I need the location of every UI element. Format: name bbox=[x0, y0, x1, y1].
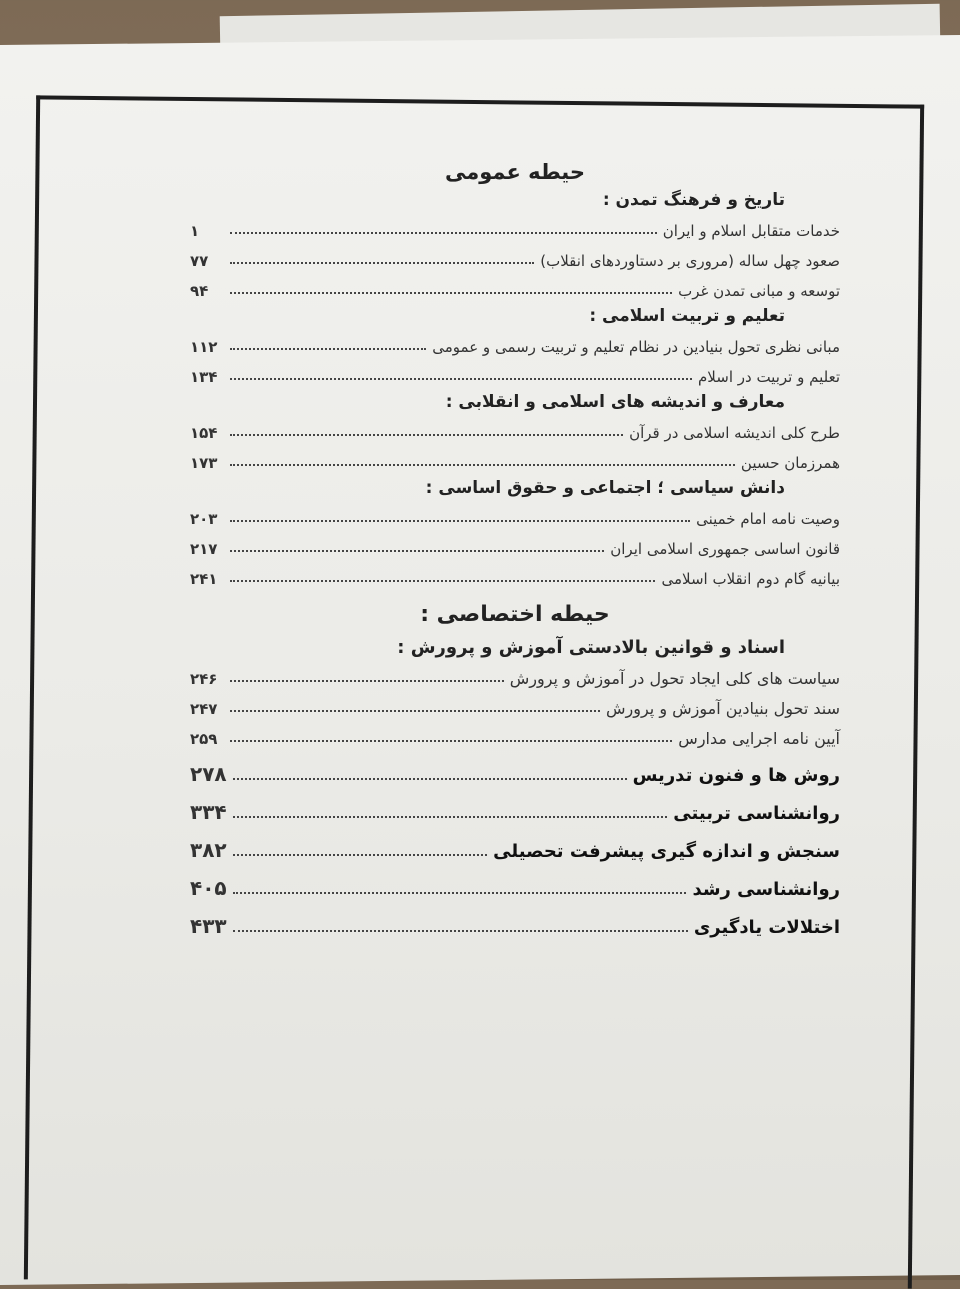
toc-entry-label: روانشناسی رشد bbox=[692, 879, 840, 900]
toc-entry-page: ۱۵۴ bbox=[190, 424, 218, 442]
leader-dots bbox=[230, 579, 655, 582]
toc-entry-label: قانون اساسی جمهوری اسلامی ایران bbox=[610, 540, 840, 558]
toc-entry-page: ۲۵۹ bbox=[190, 730, 218, 748]
toc-entry-page: ۱۳۴ bbox=[190, 368, 218, 386]
toc-entry-label: تعلیم و تربیت در اسلام bbox=[698, 368, 840, 386]
toc-entry[interactable] bbox=[190, 240, 840, 270]
toc-entry-page: ۷۷ bbox=[190, 252, 209, 270]
toc-entry-page: ۳۸۲ bbox=[190, 838, 227, 862]
toc-entry[interactable] bbox=[190, 412, 840, 442]
toc-entry-label: روش ها و فنون تدریس bbox=[632, 765, 840, 786]
leader-dots bbox=[230, 261, 534, 264]
toc-entry-label: توسعه و مبانی تمدن غرب bbox=[678, 282, 840, 300]
toc-entry[interactable] bbox=[190, 558, 840, 588]
toc-entry[interactable] bbox=[190, 356, 840, 386]
toc-entry[interactable] bbox=[190, 862, 840, 900]
toc-entry[interactable] bbox=[190, 688, 840, 718]
toc-entry-page: ۲۴۱ bbox=[190, 570, 218, 588]
toc-entry-page: ۱۷۳ bbox=[190, 454, 218, 472]
toc-entry-label: طرح کلی اندیشه اسلامی در قرآن bbox=[629, 424, 840, 442]
toc-entry[interactable] bbox=[190, 528, 840, 558]
toc-entry-page: ۳۳۴ bbox=[190, 800, 227, 824]
toc-entry-label: سند تحول بنیادین آموزش و پرورش bbox=[605, 699, 840, 718]
section-heading: تعلیم و تربیت اسلامی : bbox=[589, 306, 785, 326]
leader-dots bbox=[230, 291, 672, 294]
table-of-contents bbox=[190, 160, 840, 938]
toc-entry-label: آیین نامه اجرایی مدارس bbox=[678, 729, 840, 748]
toc-entry-label: روانشناسی تربیتی bbox=[673, 803, 840, 824]
toc-entry[interactable] bbox=[190, 900, 840, 938]
leader-dots bbox=[230, 433, 623, 436]
toc-entry[interactable] bbox=[190, 718, 840, 748]
toc-entry-page: ۲۴۶ bbox=[190, 670, 218, 688]
toc-entry-label: سیاست های کلی ایجاد تحول در آموزش و پرورش bbox=[509, 669, 840, 688]
toc-entry-page: ۲۴۷ bbox=[190, 700, 218, 718]
toc-entry-label: اختلالات یادگیری bbox=[693, 917, 840, 938]
toc-entry-label: وصیت نامه امام خمینی bbox=[696, 510, 840, 528]
toc-entry-label: مبانی نظری تحول بنیادین در نظام تعلیم و تربیت رسمی و عمومی bbox=[432, 338, 840, 356]
leader-dots bbox=[233, 853, 488, 856]
leader-dots bbox=[230, 463, 735, 466]
leader-dots bbox=[233, 929, 688, 932]
section-heading: اسناد و قوانین بالادستی آموزش و پرورش : bbox=[397, 637, 785, 658]
leader-dots bbox=[233, 777, 627, 780]
toc-entry-label: خدمات متقابل اسلام و ایران bbox=[662, 222, 840, 240]
toc-entry-page: ۲۰۳ bbox=[190, 510, 218, 528]
leader-dots bbox=[230, 519, 690, 522]
toc-entry-label: همرزمان حسین bbox=[740, 454, 840, 472]
general-section-title: حیطه عمومی bbox=[444, 160, 586, 184]
toc-entry-page: ۴۰۵ bbox=[190, 876, 227, 900]
toc-entry-page: ۲۱۷ bbox=[190, 540, 218, 558]
leader-dots bbox=[230, 739, 672, 742]
leader-dots bbox=[233, 815, 668, 818]
leader-dots bbox=[230, 377, 692, 380]
toc-entry-page: ۱ bbox=[190, 222, 200, 240]
toc-entry[interactable] bbox=[190, 498, 840, 528]
toc-entry[interactable] bbox=[190, 786, 840, 824]
specialized-section-title: حیطه اختصاصی : bbox=[420, 602, 610, 627]
leader-dots bbox=[233, 891, 687, 894]
toc-entry-label: سنجش و اندازه گیری پیشرفت تحصیلی bbox=[493, 841, 840, 862]
toc-entry-page: ۴۳۳ bbox=[190, 914, 227, 938]
toc-entry-label: بیانیه گام دوم انقلاب اسلامی bbox=[661, 570, 840, 588]
leader-dots bbox=[230, 709, 600, 712]
toc-entry[interactable] bbox=[190, 748, 840, 786]
toc-entry[interactable] bbox=[190, 210, 840, 240]
toc-entry[interactable] bbox=[190, 442, 840, 472]
toc-entry-page: ۱۱۲ bbox=[190, 338, 218, 356]
toc-entry-page: ۲۷۸ bbox=[190, 762, 227, 786]
leader-dots bbox=[230, 549, 604, 552]
section-heading: تاریخ و فرهنگ تمدن : bbox=[602, 190, 785, 210]
toc-entry-label: صعود چهل ساله (مروری بر دستاوردهای انقلاب) bbox=[540, 252, 840, 270]
toc-entry-page: ۹۴ bbox=[190, 282, 209, 300]
section-heading: معارف و اندیشه های اسلامی و انقلابی : bbox=[445, 392, 785, 412]
toc-entry[interactable] bbox=[190, 824, 840, 862]
section-heading: دانش سیاسی ؛ اجتماعی و حقوق اساسی : bbox=[425, 478, 785, 498]
toc-entry[interactable] bbox=[190, 658, 840, 688]
leader-dots bbox=[230, 679, 504, 682]
toc-entry[interactable] bbox=[190, 270, 840, 300]
leader-dots bbox=[230, 347, 426, 350]
toc-entry[interactable] bbox=[190, 326, 840, 356]
leader-dots bbox=[230, 231, 657, 234]
